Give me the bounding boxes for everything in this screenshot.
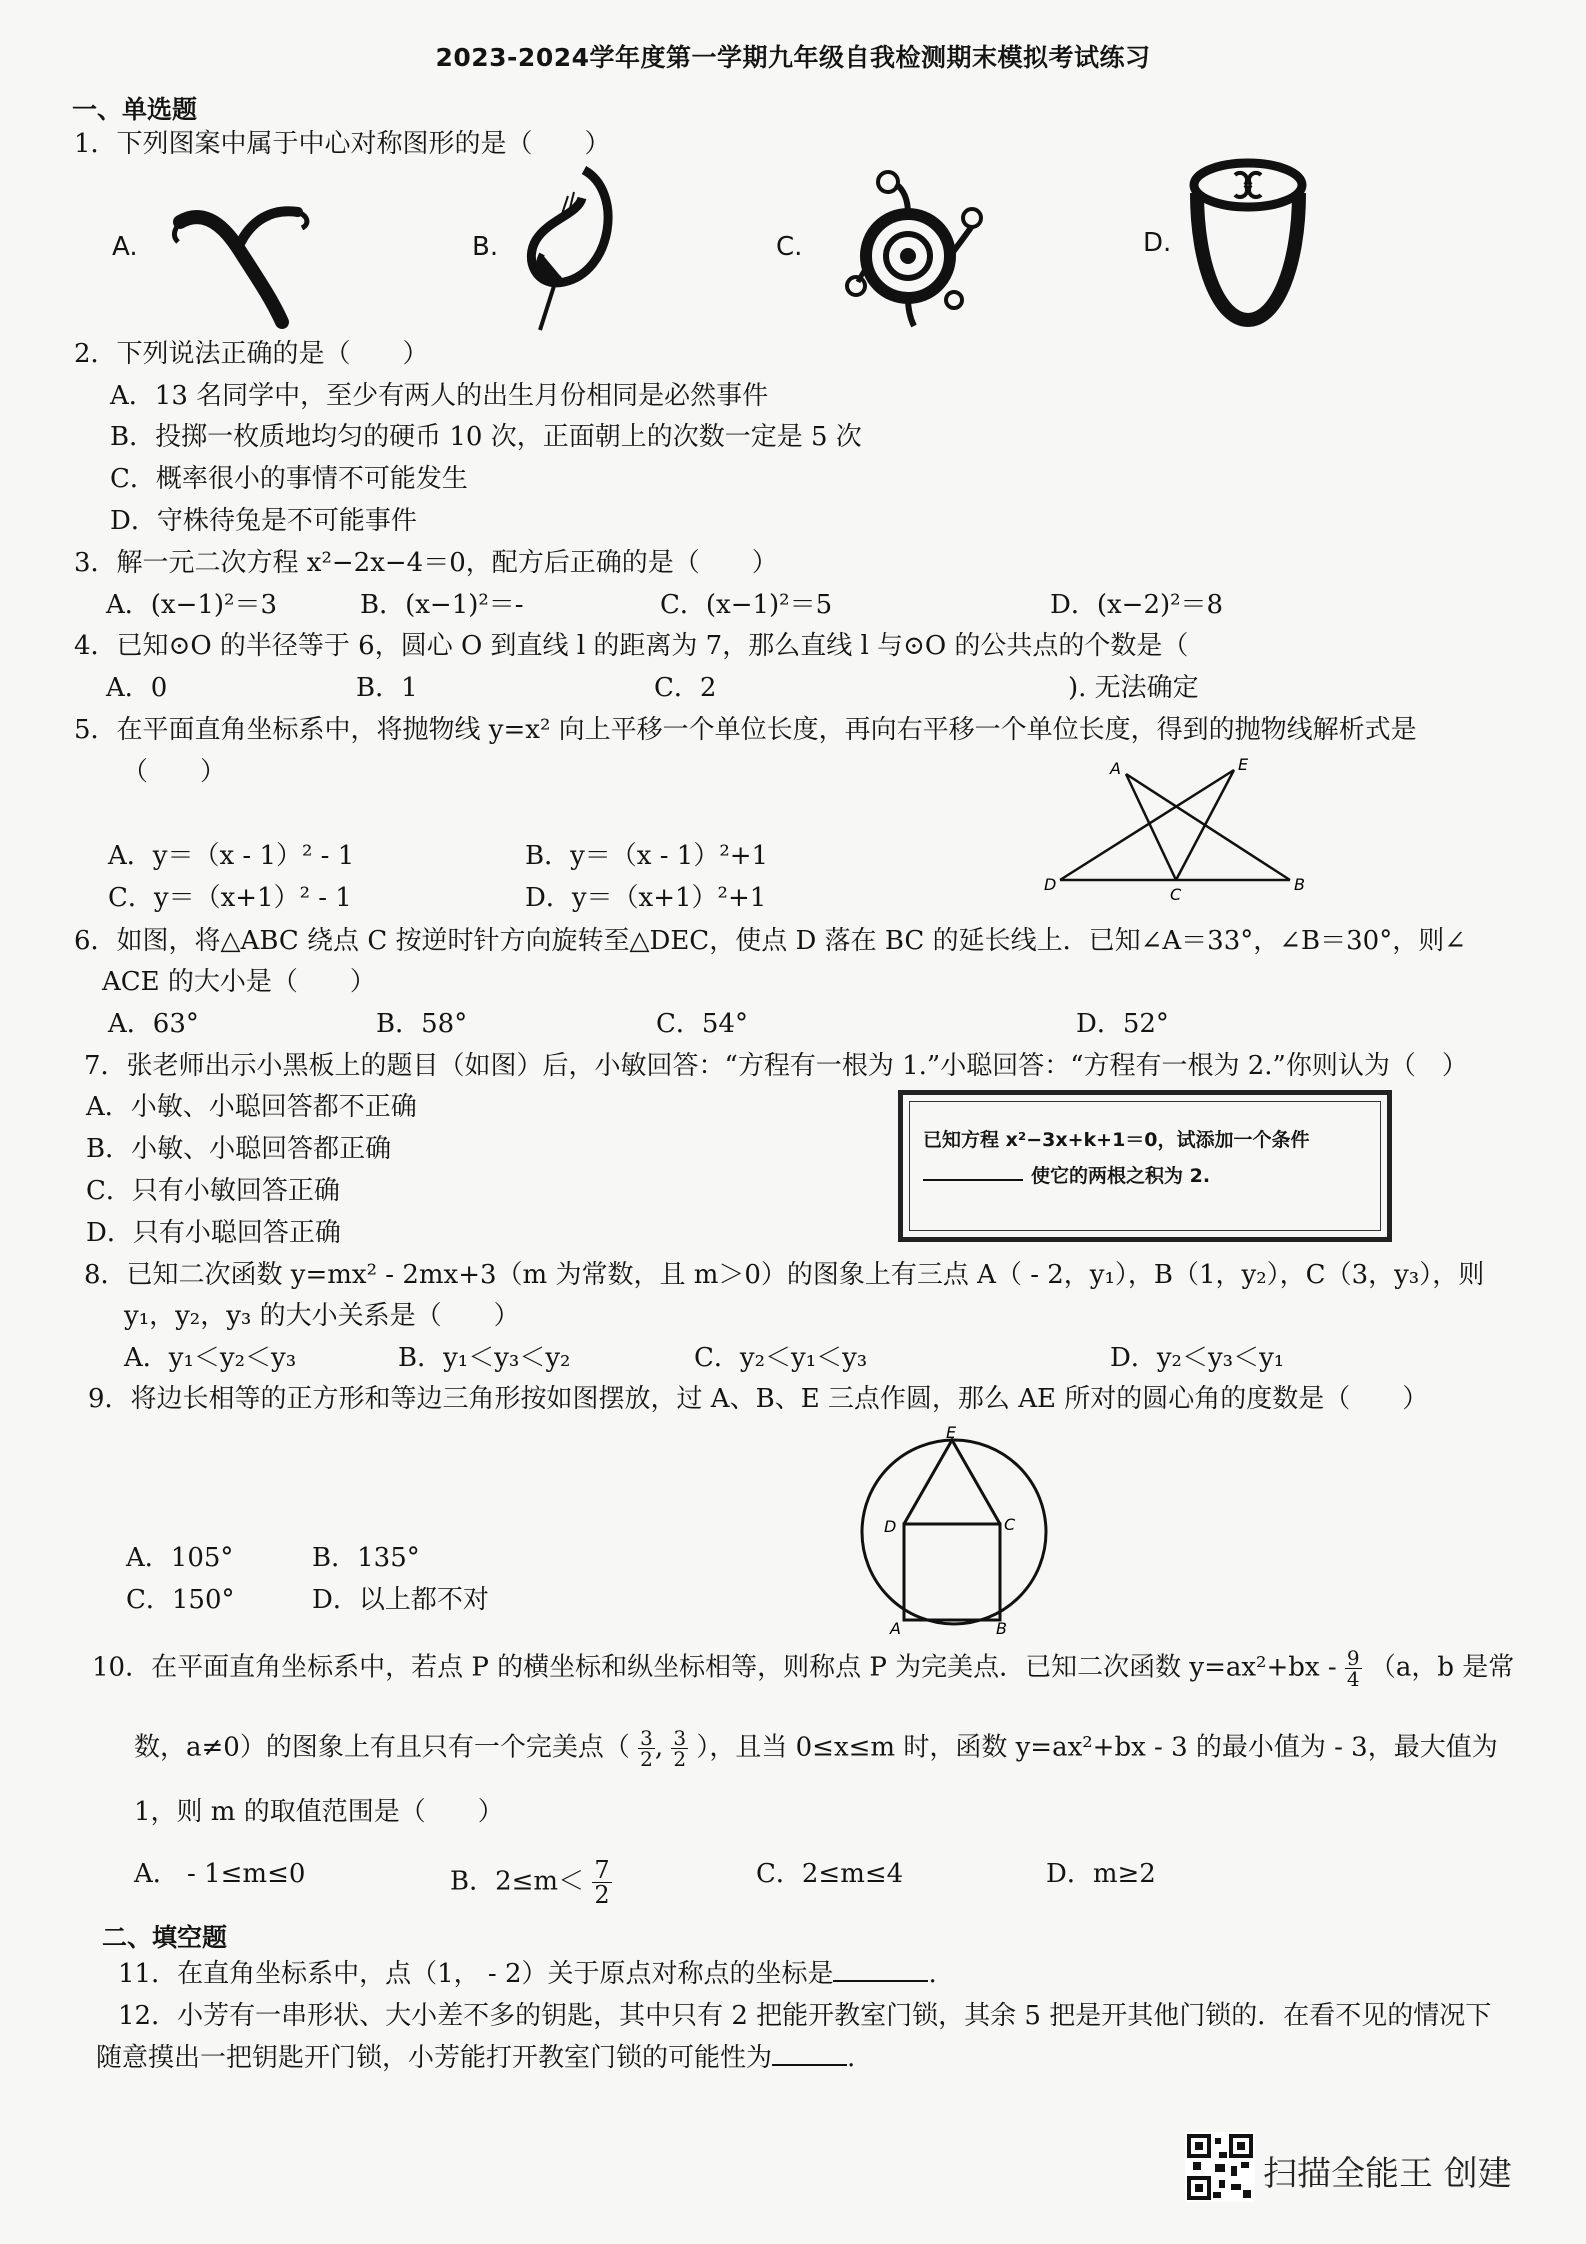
q8-option-b: B．y₁＜y₃＜y₂ <box>398 1343 571 1373</box>
q7-blackboard-blank <box>923 1179 1023 1181</box>
q9-circle-square-triangle-figure <box>852 1424 1062 1636</box>
q10-fraction-nine-fourths <box>1345 1648 1362 1689</box>
q10-frac1-numerator: 9 <box>1346 1646 1360 1670</box>
q10-fraction-y <box>671 1728 688 1769</box>
q6-option-d: D．52° <box>1076 1009 1169 1039</box>
q6-option-c: C．54° <box>656 1009 748 1039</box>
scanner-watermark-text: 扫描全能王 创建 <box>1263 2154 1512 2194</box>
question-6-stem: 6．如图，将△ABC 绕点 C 按逆时针方向旋转至△DEC，使点 D 落在 BC 的延长线上．已知∠A＝33°，∠B＝30°，则∠ <box>74 926 1466 956</box>
q4-option-b: B．1 <box>356 673 418 703</box>
q1-figure-a-horn-shape <box>160 190 320 330</box>
q1-option-c-label: C. <box>776 232 803 262</box>
q6-point-b-label: B <box>1294 875 1305 894</box>
q5-option-a: A．y＝（x - 1）² - 1 <box>108 841 355 871</box>
q6-point-e-label: E <box>1238 755 1249 774</box>
q7-option-b: B．小敏、小聪回答都正确 <box>86 1134 392 1164</box>
q6-point-d-label: D <box>1044 875 1057 894</box>
q12-stem-cont: 随意摸出一把钥匙开门锁，小芳能打开教室门锁的可能性为 <box>96 2043 773 2073</box>
question-4-stem: 4．已知⊙O 的半径等于 6，圆心 O 到直线 l 的距离为 7，那么直线 l 与⊙O 的公共点的个数是（ <box>74 631 1189 661</box>
q7-blackboard-frame <box>898 1090 1392 1242</box>
q10-fraction-x <box>638 1728 655 1769</box>
q2-option-a: A．13 名同学中，至少有两人的出生月份相同是必然事件 <box>110 381 769 411</box>
question-12-stem: 12．小芳有一串形状、大小差不多的钥匙，其中只有 2 把能开教室门锁，其余 5 把是开其他门锁的．在看不见的情况下 <box>118 2001 1492 2031</box>
question-11 <box>118 1958 937 1990</box>
q1-option-b-label: B. <box>472 232 499 262</box>
question-12-line-2 <box>96 2042 855 2074</box>
q5-option-d: D．y＝（x+1）²+1 <box>525 883 767 913</box>
q5-option-c: C．y＝（x+1）² - 1 <box>108 883 352 913</box>
q8-option-d: D．y₂＜y₃＜y₁ <box>1110 1343 1285 1373</box>
q5-option-b: B．y＝（x - 1）²+1 <box>525 841 769 871</box>
q8-option-a: A．y₁＜y₂＜y₃ <box>124 1343 297 1373</box>
q9-point-d-label: D <box>884 1517 897 1536</box>
question-5-stem-cont: （ ） <box>122 757 227 787</box>
q7-blackboard-line-2: 使它的两根之积为 2. <box>1031 1165 1211 1187</box>
q3-option-a: A．(x−1)²＝3 <box>106 590 278 620</box>
q6-point-a-label: A <box>1110 759 1121 778</box>
q2-option-b: B．投掷一枚质地均匀的硬币 10 次，正面朝上的次数一定是 5 次 <box>110 422 862 452</box>
q9-option-c: C．150° <box>126 1585 235 1615</box>
q1-option-a-label: A. <box>112 232 138 262</box>
q2-option-d: D．守株待兔是不可能事件 <box>110 506 417 536</box>
question-8-stem-cont: y₁，y₂，y₃ 的大小关系是（ ） <box>124 1301 520 1331</box>
q11-answer-blank[interactable] <box>833 1958 928 1982</box>
section-heading-fill-blank: 二、填空题 <box>102 1923 228 1952</box>
q3-option-c: C．(x−1)²＝5 <box>660 590 833 620</box>
question-7-stem: 7．张老师出示小黑板上的题目（如图）后，小敏回答：“方程有一根为 1.”小聪回答：“方程有一根为 2.”你则认为（ ） <box>84 1051 1468 1081</box>
question-1-stem: 1．下列图案中属于中心对称图形的是（ ） <box>74 129 611 159</box>
q4-option-c: C．2 <box>654 673 717 703</box>
q10-line2-part-1: 数，a≠0）的图象上有且只有一个完美点（ <box>134 1732 630 1763</box>
q9-option-a: A．105° <box>126 1543 234 1573</box>
q10-option-c: C．2≤m≤4 <box>756 1859 904 1889</box>
q9-option-d: D．以上都不对 <box>312 1585 489 1615</box>
question-3-stem: 3．解一元二次方程 x²−2x−4＝0，配方后正确的是（ ） <box>74 548 778 578</box>
question-10-stem <box>92 1648 1514 1689</box>
q10-line2-part-2: ），且当 0≤x≤m 时，函数 y=ax²+bx - 3 的最小值为 - 3，最大值为 <box>696 1732 1498 1763</box>
q3-option-d: D．(x−2)²＝8 <box>1050 590 1224 620</box>
q9-point-c-label: C <box>1004 1515 1016 1534</box>
q1-figure-b-leaf-shape <box>512 162 622 337</box>
q3-option-b: B．(x−1)²＝- <box>360 590 524 620</box>
q10-frac3-denominator: 2 <box>673 1747 687 1771</box>
q9-option-b: B．135° <box>312 1543 420 1573</box>
q6-point-c-label: C <box>1170 885 1182 902</box>
q7-option-a: A．小敏、小聪回答都不正确 <box>86 1092 417 1122</box>
q12-answer-blank[interactable] <box>772 2042 847 2066</box>
q10-frac2-numerator: 3 <box>640 1726 653 1750</box>
q10-stem-part-1: 10．在平面直角坐标系中，若点 P 的横坐标和纵坐标相等，则称点 P 为完美点．已知二次函数 y=ax²+bx - <box>92 1652 1337 1683</box>
question-10-stem-line-3: 1，则 m 的取值范围是（ ） <box>134 1797 504 1827</box>
page-title: 2023-2024学年度第一学期九年级自我检测期末模拟考试练习 <box>435 43 1151 72</box>
question-9-stem: 9．将边长相等的正方形和等边三角形按如图摆放，过 A、B、E 三点作圆，那么 AE 所对的圆心角的度数是（ ） <box>88 1384 1429 1414</box>
section-heading-single-choice: 一、单选题 <box>72 95 198 124</box>
q10-option-a: A． - 1≤m≤0 <box>134 1859 306 1889</box>
q7-blackboard-line-1: 已知方程 x²−3x+k+1＝0，试添加一个条件 <box>923 1129 1310 1151</box>
q6-option-b: B．58° <box>376 1009 468 1039</box>
q9-point-b-label: B <box>996 1619 1007 1636</box>
q6-triangle-rotation-figure <box>1040 752 1320 902</box>
question-6-stem-cont: ACE 的大小是（ ） <box>102 967 376 997</box>
question-5-stem: 5．在平面直角坐标系中，将抛物线 y=x² 向上平移一个单位长度，再向右平移一个单位长度，得到的抛物线解析式是 <box>74 715 1417 745</box>
q1-option-d-label: D. <box>1143 228 1172 258</box>
q10-option-b <box>450 1858 612 1907</box>
question-8-stem: 8．已知二次函数 y=mx² - 2mx+3（m 为常数，且 m＞0）的图象上有三点 A（ - 2，y₁），B（1，y₂），C（3，y₃），则 <box>84 1260 1485 1290</box>
q10-stem-part-2: （a，b 是常 <box>1369 1652 1515 1683</box>
q7-option-c: C．只有小敏回答正确 <box>86 1176 340 1206</box>
q1-figure-c-spiral-shape <box>816 160 991 335</box>
qr-code-icon <box>1185 2132 1255 2202</box>
q4-option-a: A．0 <box>106 673 168 703</box>
q8-option-c: C．y₂＜y₁＜y₃ <box>694 1343 868 1373</box>
q11-stem: 11．在直角坐标系中，点（1， - 2）关于原点对称点的坐标是 <box>118 1959 834 1989</box>
q10-option-b-denominator: 2 <box>594 1881 610 1909</box>
q11-period: . <box>928 1959 937 1989</box>
q10-option-b-text: B．2≤m＜ <box>450 1866 585 1897</box>
q7-option-d: D．只有小聪回答正确 <box>86 1218 341 1248</box>
q10-frac3-numerator: 3 <box>673 1726 687 1750</box>
q10-option-b-numerator: 7 <box>594 1856 610 1884</box>
q10-frac2-denominator: 2 <box>640 1747 653 1771</box>
q10-frac1-denominator: 4 <box>1346 1667 1360 1691</box>
q6-option-a: A．63° <box>108 1009 199 1039</box>
q4-option-d: ). 无法确定 <box>1068 673 1199 703</box>
q9-point-e-label: E <box>946 1424 957 1442</box>
question-10-stem-line-2: 数，a≠0）的图象上有且只有一个完美点（ $\frac{3}{2}$ , $\frac{3}{2}$ ），且当 0≤x≤m 时，函数 y=ax²+bx - 3 的最小值为 - 3，最大值为 <box>134 1726 1498 1771</box>
q10-option-d: D．m≥2 <box>1046 1859 1156 1889</box>
q1-figure-d-vase-shape <box>1183 155 1313 330</box>
q12-period: . <box>847 2043 856 2073</box>
q10-option-b-fraction <box>592 1858 611 1907</box>
q9-point-a-label: A <box>890 1619 901 1636</box>
q2-option-c: C．概率很小的事情不可能发生 <box>110 464 468 494</box>
question-2-stem: 2．下列说法正确的是（ ） <box>74 339 429 369</box>
